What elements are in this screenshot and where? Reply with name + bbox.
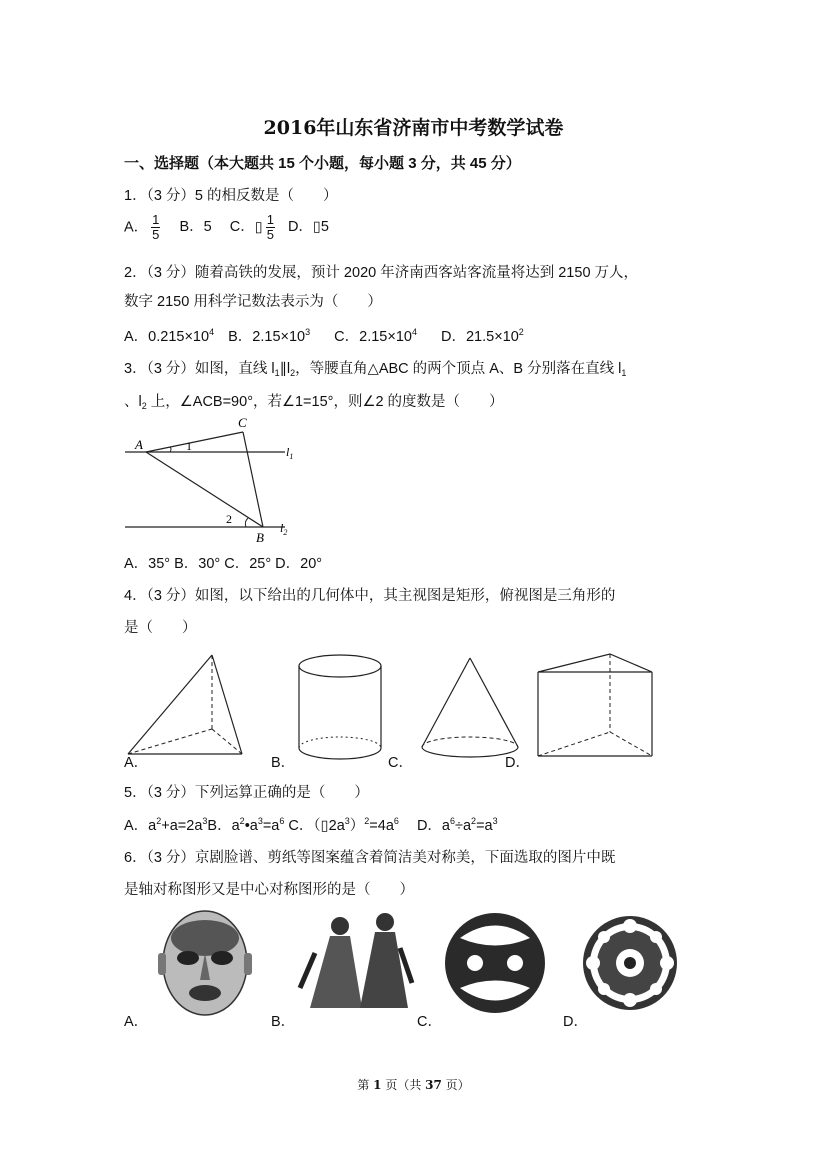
q6-option-c: C． xyxy=(417,1014,442,1030)
figure-cone xyxy=(422,658,518,757)
page-footer: 第 1 页（共 37 页） xyxy=(357,1078,470,1092)
figure-pyramid xyxy=(128,655,242,754)
segment-ac xyxy=(146,432,243,452)
q4-option-d: D． xyxy=(505,755,530,771)
q5-option-c: C．$(▯2a^3)^2=4a^6$ xyxy=(284,816,399,834)
q6-line2: 是轴对称图形又是中心对称图形的是（ ） xyxy=(124,882,414,898)
q2-line1: 2．（3 分）随着高铁的发展，预计 2020 年济南西客站客流量将达到 2150 万人， xyxy=(124,265,639,281)
page-title: 2016年山东省济南市中考数学试卷 xyxy=(263,117,564,139)
q4-option-b: B． xyxy=(271,755,296,771)
q4-line1: 4．（3 分）如图，以下给出的几何体中，其主视图是矩形，俯视图是三角形的 xyxy=(124,588,616,604)
label-c: C xyxy=(238,415,247,430)
q2-options xyxy=(124,325,524,346)
q6-option-a: A． xyxy=(124,1014,149,1030)
q1-option-c: C． xyxy=(229,219,255,236)
q2-option-c: C．$2.15\times 10^4$ xyxy=(334,327,417,345)
segment-ab xyxy=(146,452,263,527)
q1-option-d: D．▯5 xyxy=(287,219,329,236)
q1-option-a: A． xyxy=(124,219,149,236)
q5-stem: 5．（3 分）下列运算正确的是（ ） xyxy=(124,785,369,801)
q2-option-d: D．$21.5\times 10^2$ xyxy=(441,327,524,345)
q1-c-fraction: $\frac{1}{5}$ xyxy=(266,212,274,242)
page-number: 1 xyxy=(373,1078,382,1092)
q5-option-b: B．$a^2•a^3=a^6$ xyxy=(207,816,285,834)
q6-figures xyxy=(150,908,680,1023)
figure-prism xyxy=(538,654,652,756)
q3-options: A．35° B．30° C．25° D．20° xyxy=(124,556,323,572)
q1-a-fraction: $\frac{1}{5}$ xyxy=(152,212,160,242)
q5-option-a: A．$a^2+a=2a^3$ xyxy=(124,816,208,834)
q6-option-b: B． xyxy=(271,1014,296,1030)
q2-option-b: B．$2.15\times 10^3$ xyxy=(228,327,311,345)
q2-line2: 数字 2150 用科学记数法表示为（ ） xyxy=(124,294,382,310)
q1-stem: 1．（3 分）5 的相反数是（ ） xyxy=(124,188,338,204)
q4-option-c: C． xyxy=(388,755,413,771)
label-angle-2: 2 xyxy=(226,512,232,526)
q5-options xyxy=(124,814,498,835)
q5-option-d: D．$a^6\div a^2=a^3$ xyxy=(416,816,498,834)
q3-figure xyxy=(120,412,310,547)
figure-mandala xyxy=(583,916,677,1010)
q3-line1: 3．（3 分）如图，直线 $l_1\parallel l_2$，等腰直角△ABC 的两个顶点 A、B 分别落在直线 $l_1$ xyxy=(124,361,627,378)
q3-line2: 、$l_2$ 上，∠ACB=90°，若∠1=15°，则∠2 的度数是（ ） xyxy=(124,394,504,411)
label-l2: $l_2$ xyxy=(280,521,288,537)
figure-fish-paper-cut xyxy=(445,913,545,1013)
section-heading: 一、选择题（本大题共 15 个小题，每小题 3 分，共 45 分） xyxy=(124,155,521,172)
label-l1: $l_1$ xyxy=(286,445,294,461)
figure-cylinder xyxy=(299,655,381,759)
label-b: B xyxy=(256,530,264,545)
q6-line1: 6．（3 分）京剧脸谱、剪纸等图案蕴含着简洁美对称美，下面选取的图片中既 xyxy=(124,850,616,866)
figure-paper-cut-figures xyxy=(300,913,412,1008)
q6-option-d: D． xyxy=(563,1014,588,1030)
q4-line2: 是（ ） xyxy=(124,620,197,636)
q1-option-b: B．5 xyxy=(179,219,212,236)
figure-opera-mask xyxy=(158,911,252,1015)
angle-1-arc xyxy=(170,447,171,452)
label-a: A xyxy=(135,437,143,452)
q1-options: A． $\frac{1}{5}$ B．5 C．▯ $\frac{1}{5}$ D．▯5 xyxy=(124,212,329,242)
q4-option-a: A． xyxy=(124,755,149,771)
page-total: 37 xyxy=(425,1078,442,1092)
label-angle-1: 1 xyxy=(186,439,192,453)
angle-2-arc xyxy=(245,518,248,527)
q2-option-a: A．$0.215\times 10^4$ xyxy=(124,327,215,345)
segment-cb xyxy=(243,432,263,527)
